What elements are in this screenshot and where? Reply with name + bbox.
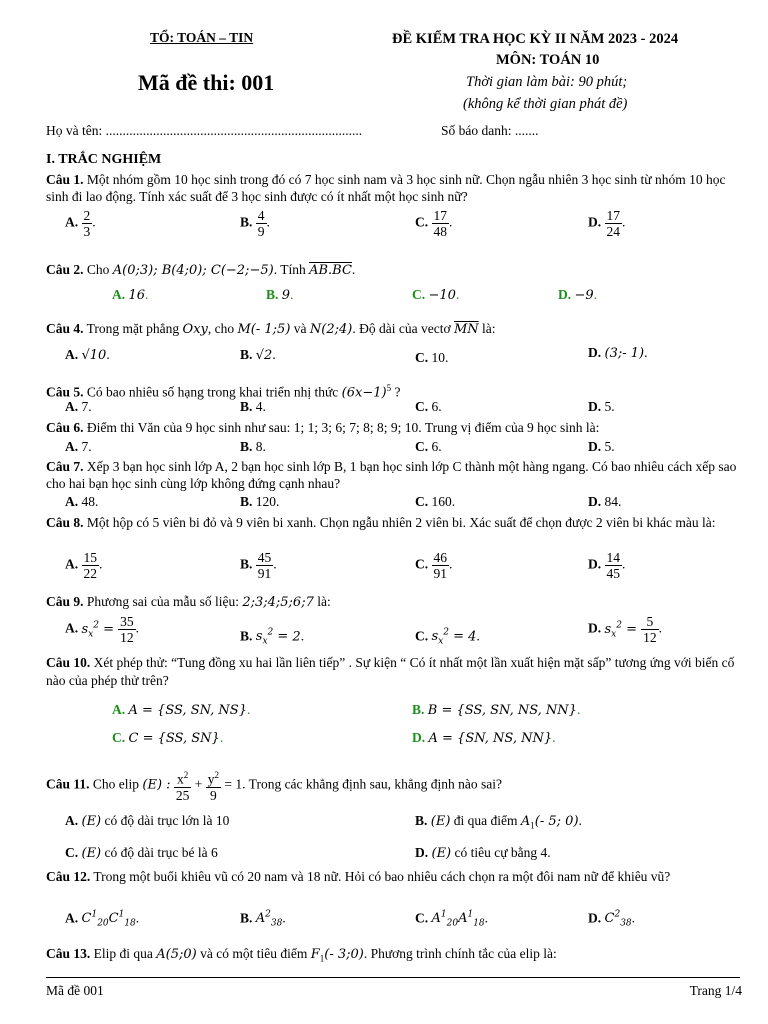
q2-option-b: B. 9. — [266, 287, 294, 303]
q4-option-a: A. √10. — [65, 347, 110, 363]
q5-option-b: B. 4. — [240, 399, 266, 414]
q2-option-c: C. −10. — [412, 287, 460, 303]
q8-option-a: A. $\frac{15}{22}$ . — [65, 550, 103, 581]
q6-option-a: A. 7. — [65, 439, 92, 454]
q10-option-b: B. B = {SS, SN, NS, NN}. — [412, 702, 581, 718]
q7-option-b: B. 120. — [240, 494, 280, 509]
question-12: Câu 12. Trong một buổi khiêu vũ có 20 nam và 18 nữ. Hỏi có bao nhiêu cách chọn ra một đôi nam nữ để khiêu vũ? — [46, 869, 671, 884]
exam-code: Mã đề thi: 001 — [138, 70, 275, 95]
exam-subject: MÔN: TOÁN 10 — [496, 52, 600, 68]
q9-option-a: A. $s_x^2$ = $\frac{35}{12}$ . — [65, 614, 140, 645]
q10-option-c: C. C = {SS, SN}. — [112, 730, 224, 746]
q10-option-a: A. A = {SS, SN, NS}. — [112, 702, 251, 718]
q5-option-c: C. 6. — [415, 399, 442, 414]
question-7: Câu 7. Xếp 3 bạn học sinh lớp A, 2 bạn học sinh lớp B, 1 bạn học sinh lớp C thành một hàng ngang. Có bao nhiêu cách xếp sao cho hai bạn học sinh cùng lớp không đứng cạnh nhau? — [46, 459, 737, 491]
q8-option-d: D. $\frac{14}{45}$ . — [588, 550, 626, 581]
footer-exam-code: Mã đề 001 — [46, 983, 104, 998]
q9-option-b: B. $s_x^2 = 2$. — [240, 628, 305, 647]
question-2: Câu 2. Cho A(0;3); B(4;0); C(−2;−5). Tính AB.BC. — [46, 262, 356, 278]
q12-option-a: A. $C^1_{20}C^1_{18}$. — [65, 910, 140, 929]
exam-time: Thời gian làm bài: 90 phút; — [466, 74, 628, 90]
q7-option-a: A. 48. — [65, 494, 99, 509]
student-id-field: Số báo danh: ....... — [441, 123, 539, 138]
question-4: Câu 4. Trong mặt phẳng Oxy, cho M(- 1;5) và N(2;4). Độ dài của vectơ $\overline{MN}$ là: — [46, 321, 496, 337]
q2-option-d: D. −9. — [558, 287, 598, 303]
q6-option-b: B. 8. — [240, 439, 266, 454]
q5-option-a: A. 7. — [65, 399, 92, 414]
q10-option-d: D. A = {SN, NS, NN}. — [412, 730, 556, 746]
question-10: Câu 10. Xét phép thử: “Tung đồng xu hai lần liên tiếp” . Sự kiện “ Có ít nhất một lần xuất hiện mặt sấp” tương ứng với biến cố nào của phép thử trên? — [46, 655, 735, 688]
q12-option-c: C. $A^1_{20}A^1_{18}$. — [415, 910, 489, 929]
q8-option-c: C. $\frac{46}{91}$ . — [415, 550, 453, 581]
footer-page-number: Trang 1/4 — [689, 983, 742, 998]
department-label: TỔ: TOÁN – TIN — [150, 30, 254, 45]
question-9: Câu 9. Phương sai của mẫu số liệu: 2;3;4;5;6;7 là: — [46, 594, 331, 610]
q1-option-b: B. $\frac{4}{9}$ . — [240, 208, 270, 239]
q11-option-d: D. (E) có tiêu cự bằng 4. — [415, 845, 551, 861]
exam-time-note: (không kể thời gian phát đề) — [463, 96, 628, 112]
q7-option-c: C. 160. — [415, 494, 456, 509]
q4-option-d: D. (3;- 1). — [588, 345, 648, 361]
q12-option-d: D. $C^2_{38}$. — [588, 910, 636, 929]
exam-title: ĐỀ KIỂM TRA HỌC KỲ II NĂM 2023 - 2024 — [392, 31, 679, 47]
question-5: Câu 5. Có bao nhiêu số hạng trong khai triển nhị thức $(6x-1)^5$ ? — [46, 383, 401, 401]
question-8: Câu 8. Một hộp có 5 viên bi đỏ và 9 viên bi xanh. Chọn ngẫu nhiên 2 viên bi. Xác suất để chọn được 2 viên bi khác màu là: — [46, 515, 716, 530]
q1-option-d: D. $\frac{17}{24}$ . — [588, 208, 626, 239]
q11-option-a: A. (E) có độ dài trục lớn là 10 — [65, 813, 230, 829]
q11-option-c: C. (E) có độ dài trục bé là 6 — [65, 845, 218, 861]
question-1: Câu 1. Một nhóm gồm 10 học sinh trong đó có 7 học sinh nam và 3 học sinh nữ. Chọn ngẫu nhiên 3 học sinh từ nhóm 10 học sinh đi lao động. Tính xác suất để 3 học sinh được có ít nhất một học sinh nữ? — [46, 172, 726, 204]
q9-option-c: C. $s_x^2 = 4$. — [415, 628, 480, 647]
q12-option-b: B. $A^2_{38}$. — [240, 910, 286, 929]
section-title: I. TRẮC NGHIỆM — [46, 152, 162, 167]
q1-option-a: A. $\frac{2}{3}$ . — [65, 208, 96, 239]
q6-option-d: D. 5. — [588, 439, 615, 454]
question-6: Câu 6. Điểm thi Văn của 9 học sinh như sau: 1; 1; 3; 6; 7; 8; 8; 9; 10. Trung vị điểm của 9 học sinh là: — [46, 420, 600, 435]
q4-option-c: C. 10. — [415, 350, 449, 365]
student-name-field: Họ và tên: ............................................................................ — [46, 123, 363, 138]
question-11: Câu 11. Cho elip (E) : $\frac{x^2}{25}$ + $\frac{y^2}{9}$ = 1. Trong các khẳng định sau, khẳng định nào sai? — [46, 770, 503, 803]
q5-option-d: D. 5. — [588, 399, 615, 414]
q1-option-c: C. $\frac{17}{48}$ . — [415, 208, 453, 239]
q9-option-d: D. $s_x^2$ = $\frac{5}{12}$ . — [588, 614, 663, 645]
footer-divider — [46, 977, 740, 978]
q8-option-b: B. $\frac{45}{91}$ . — [240, 550, 277, 581]
q11-option-b: B. (E) đi qua điểm $A_1(-$ 5; 0). — [415, 813, 582, 831]
q2-option-a: A. 16. — [112, 287, 149, 303]
q7-option-d: D. 84. — [588, 494, 622, 509]
question-13: Câu 13. Elip đi qua A(5;0) và có một tiêu điểm $F_1(-$ 3;0). Phương trình chính tắc của elip là: — [46, 946, 557, 964]
q6-option-c: C. 6. — [415, 439, 442, 454]
q4-option-b: B. √2. — [240, 347, 276, 363]
